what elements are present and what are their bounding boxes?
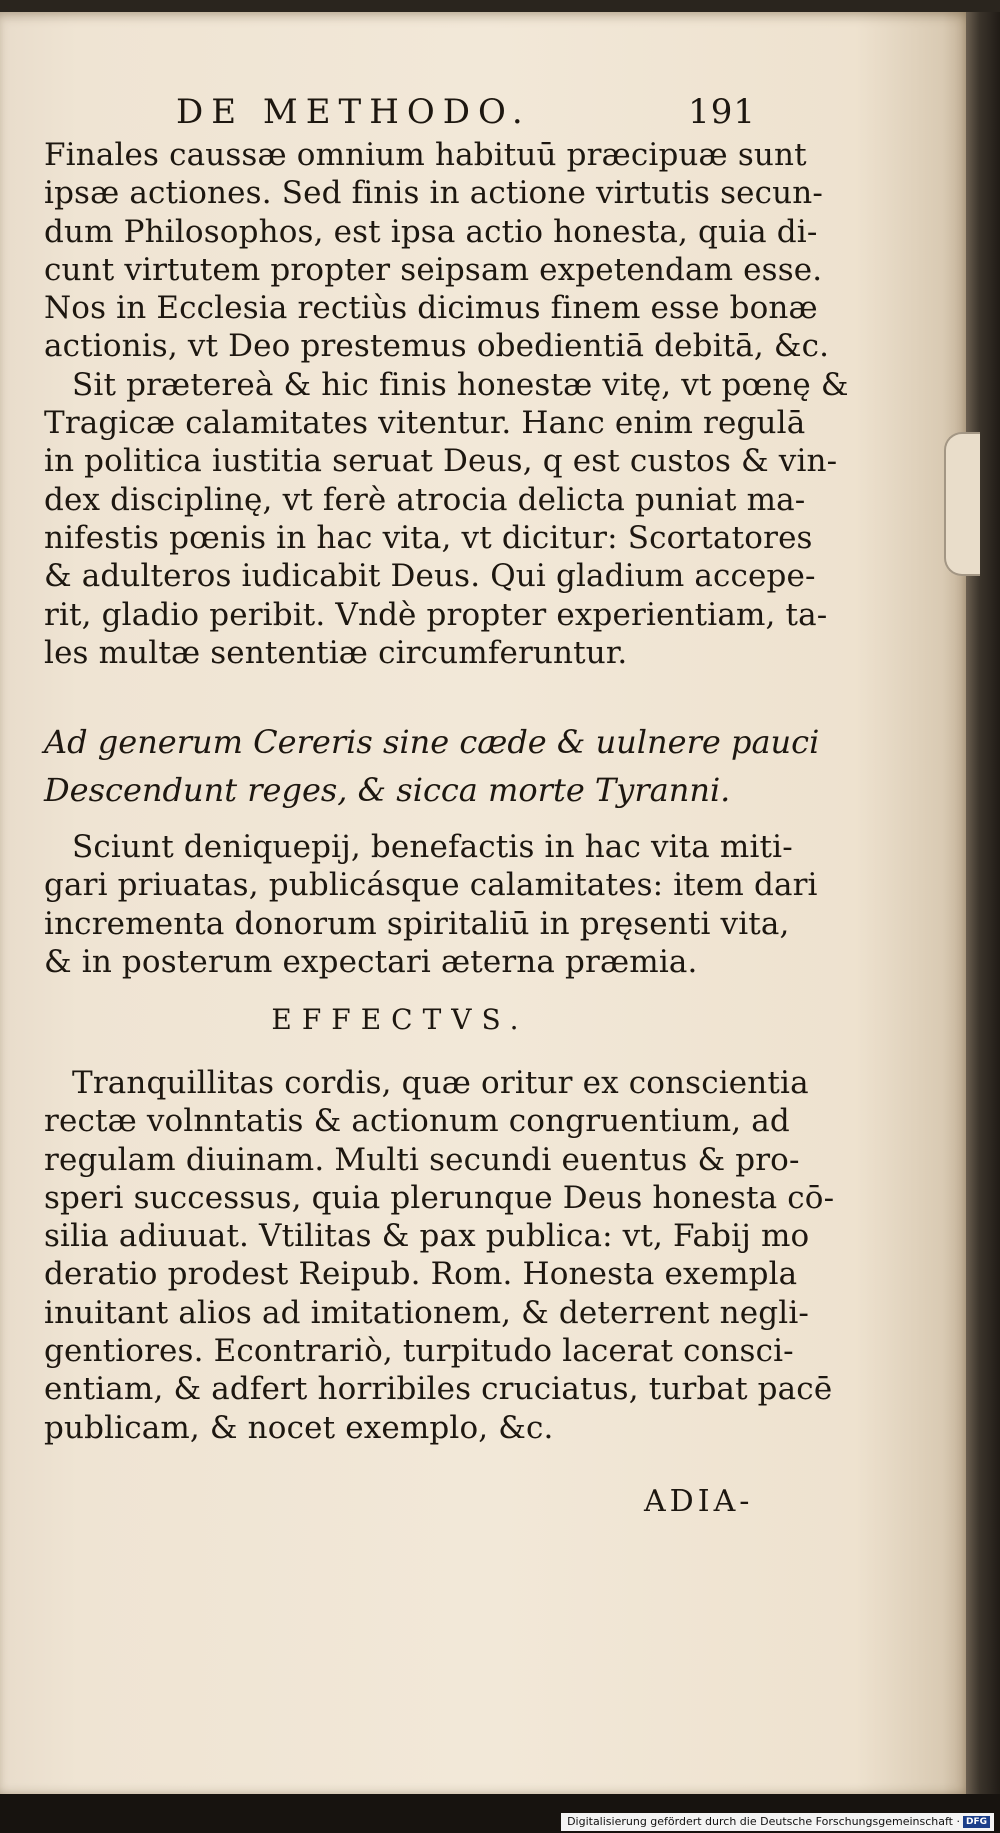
verse-line: Descendunt reges, & sicca morte Tyranni. bbox=[44, 771, 731, 809]
text-line: entiam, & adfert horribiles cruciatus, turbat pacē bbox=[44, 1371, 833, 1408]
text-line: regulam diuinam. Multi secundi euentus & pro- bbox=[44, 1141, 800, 1178]
text-line: & adulteros iudicabit Deus. Qui gladium accepe- bbox=[44, 558, 816, 595]
text-line: Tranquillitas cordis, quæ oritur ex conscientia bbox=[72, 1065, 809, 1101]
text-line: Tragicæ calamitates vitentur. Hanc enim regulā bbox=[44, 405, 806, 442]
text-line: in politica iustitia seruat Deus, q est custos & vin- bbox=[44, 443, 838, 480]
text-line: ipsæ actiones. Sed finis in actione virtutis secun- bbox=[44, 175, 824, 212]
text-line: gari priuatas, publicásque calamitates: item dari bbox=[44, 867, 818, 904]
text-line: cunt virtutem propter seipsam expetendam esse. bbox=[44, 251, 823, 288]
catchword: ADIA- bbox=[644, 1484, 754, 1519]
text-line: & in posterum expectari æterna præmia. bbox=[44, 943, 698, 980]
running-title: DE METHODO. bbox=[176, 92, 531, 132]
scan-bottom-band bbox=[0, 1794, 1000, 1833]
text-line: deratio prodest Reipub. Rom. Honesta exempla bbox=[44, 1256, 798, 1293]
body-text-upper bbox=[44, 136, 849, 672]
text-line: gentiores. Econtrariò, turpitudo lacerat consci- bbox=[44, 1333, 794, 1370]
page-fore-edge bbox=[966, 12, 1000, 1794]
text-line: dex disciplinę, vt ferè atrocia delicta puniat ma- bbox=[44, 481, 806, 518]
text-line: speri successus, quia plerunque Deus honesta cō- bbox=[44, 1179, 835, 1216]
body-text-middle bbox=[44, 828, 818, 981]
text-line: dum Philosophos, est ipsa actio honesta, quia di- bbox=[44, 213, 818, 250]
section-heading: EFFECTVS. bbox=[271, 1003, 529, 1036]
text-line: rectæ volnntatis & actionum congruentium, ad bbox=[44, 1103, 790, 1140]
text-line: Sit prætereà & hic finis honestæ vitę, vt pœnę & bbox=[72, 366, 849, 403]
text-line: Sciunt deniquepij, benefactis in hac vita miti- bbox=[72, 829, 793, 865]
text-line: nifestis pœnis in hac vita, vt dicitur: Scortatores bbox=[44, 519, 813, 556]
text-line: les multæ sententiæ circumferuntur. bbox=[44, 634, 628, 671]
page-header bbox=[44, 90, 756, 134]
verse-line: Ad generum Cereris sine cæde & uulnere pauci bbox=[44, 723, 820, 761]
text-line: silia adiuuat. Vtilitas & pax publica: vt, Fabij mo bbox=[44, 1218, 810, 1255]
text-line: rit, gladio peribit. Vndè propter experientiam, ta- bbox=[44, 596, 828, 633]
digitization-credit bbox=[561, 1813, 994, 1831]
text-line: Finales caussæ omnium habituū præcipuæ sunt bbox=[44, 137, 807, 173]
text-line: actionis, vt Deo prestemus obedientiā debitā, &c. bbox=[44, 328, 830, 365]
body-text-lower bbox=[44, 1064, 835, 1447]
dfg-logo: DFG bbox=[963, 1816, 990, 1828]
text-line: publicam, & nocet exemplo, &c. bbox=[44, 1409, 554, 1446]
text-line: Nos in Ecclesia rectiùs dicimus finem esse bonæ bbox=[44, 290, 818, 327]
page-number: 191 bbox=[688, 92, 756, 132]
verse-quotation bbox=[44, 718, 820, 814]
credit-text: Digitalisierung gefördert durch die Deutsche Forschungsgemeinschaft · bbox=[567, 1815, 960, 1828]
page-edge-tab bbox=[944, 432, 980, 576]
text-line: inuitant alios ad imitationem, & deterrent negli- bbox=[44, 1294, 810, 1331]
text-line: incrementa donorum spiritaliū in pręsenti vita, bbox=[44, 905, 790, 942]
